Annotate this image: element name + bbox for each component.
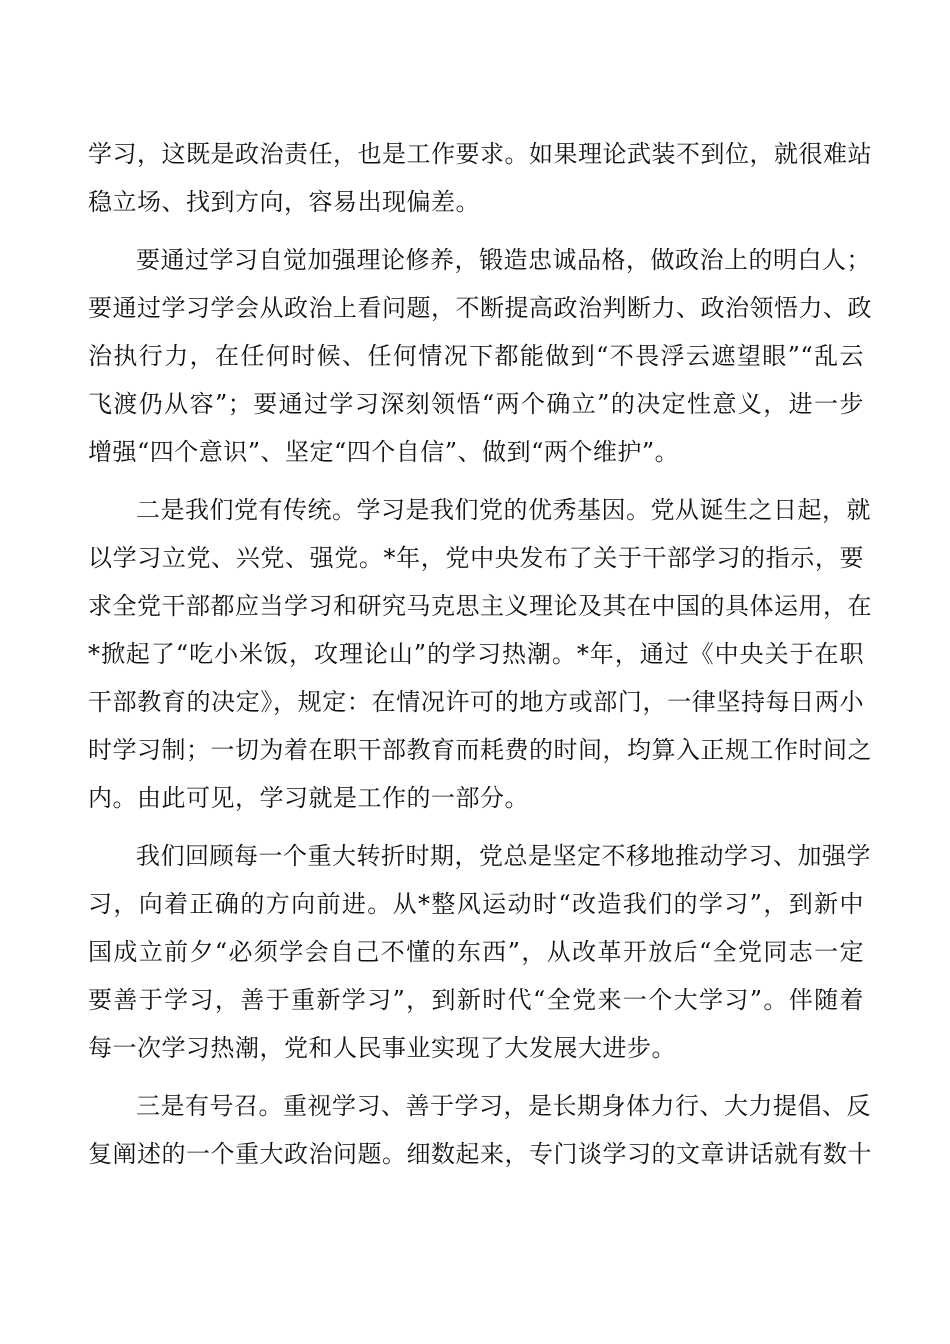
paragraph-line: 增强“四个意识”、坚定“四个自信”、做到“两个维护”。: [88, 438, 680, 466]
paragraph-line: *掀起了“吃小米饭，攻理论山”的学习热潮。*年，通过《中央关于在职: [88, 640, 864, 668]
paragraph-line: 治执行力，在任何时候、任何情况下都能做到“不畏浮云遮望眼”“乱云: [88, 342, 864, 370]
paragraph-5: [88, 1082, 872, 1178]
paragraph-line: 复阐述的一个重大政治问题。细数起来，专门谈学习的文章讲话就有数十: [88, 1140, 872, 1168]
paragraph-line: 内。由此可见，学习就是工作的一部分。: [88, 784, 529, 812]
paragraph-2: [88, 236, 872, 476]
paragraph-line: 三是有号召。重视学习、善于学习，是长期身体力行、大力提倡、反: [136, 1092, 871, 1120]
paragraph-line: 求全党干部都应当学习和研究马克思主义理论及其在中国的具体运用，在: [88, 592, 872, 620]
paragraph-line: 二是我们党有传统。学习是我们党的优秀基因。党从诞生之日起，就: [136, 496, 871, 524]
paragraph-line: 时学习制；一切为着在职干部教育而耗费的时间，均算入正规工作时间之: [88, 736, 872, 764]
paragraph-line: 要通过学习自觉加强理论修养，锻造忠诚品格，做政治上的明白人；: [136, 246, 871, 274]
paragraph-1: [88, 130, 872, 226]
paragraph-line: 要通过学习学会从政治上看问题，不断提高政治判断力、政治领悟力、政: [88, 294, 872, 322]
paragraph-4: [88, 832, 871, 1072]
paragraph-line: 干部教育的决定》，规定：在情况许可的地方或部门，一律坚持每日两小: [88, 688, 864, 716]
paragraph-line: 国成立前夕“必须学会自己不懂的东西”，从改革开放后“全党同志一定: [88, 938, 864, 966]
paragraph-line: 稳立场、找到方向，容易出现偏差。: [88, 188, 480, 216]
paragraph-3: [88, 486, 872, 822]
document-body: [88, 130, 872, 1188]
paragraph-line: 我们回顾每一个重大转折时期，党总是坚定不移地推动学习、加强学: [136, 842, 871, 870]
paragraph-line: 以学习立党、兴党、强党。*年，党中央发布了关于干部学习的指示，要: [88, 544, 864, 572]
paragraph-line: 学习，这既是政治责任，也是工作要求。如果理论武装不到位，就很难站: [88, 140, 872, 168]
paragraph-line: 要善于学习，善于重新学习”，到新时代“全党来一个大学习”。伴随着: [88, 986, 864, 1014]
paragraph-line: 飞渡仍从容”；要通过学习深刻领悟“两个确立”的决定性意义，进一步: [88, 390, 864, 418]
paragraph-line: 每一次学习热潮，党和人民事业实现了大发展大进步。: [88, 1034, 676, 1062]
paragraph-line: 习，向着正确的方向前进。从*整风运动时“改造我们的学习”，到新中: [88, 890, 864, 918]
